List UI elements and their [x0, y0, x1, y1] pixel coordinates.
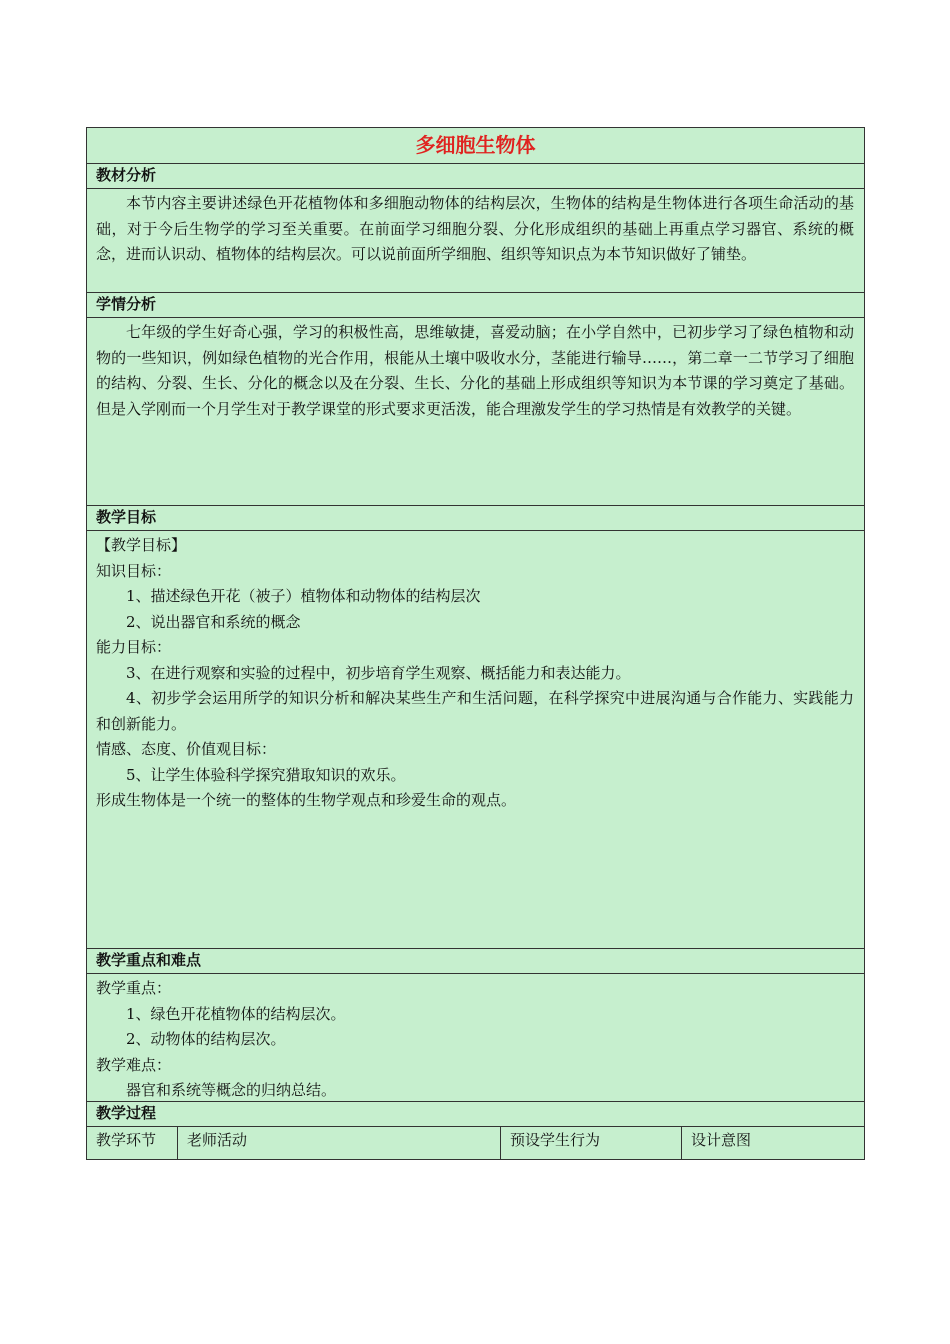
section-heading-analysis: 教材分析 [87, 164, 864, 189]
page-title: 多细胞生物体 [87, 128, 864, 164]
key-label: 教学重点： [96, 979, 172, 997]
knowledge-goal-1: 1、描述绿色开花（被子）植物体和动物体的结构层次 [126, 587, 481, 605]
section-body-analysis [87, 189, 864, 293]
section-heading-students: 学情分析 [87, 293, 864, 318]
emotion-goal-extra: 形成生物体是一个统一的整体的生物学观点和珍爱生命的观点。 [96, 791, 517, 809]
knowledge-label: 知识目标： [96, 561, 172, 580]
ability-label: 能力目标： [96, 638, 172, 656]
section-heading-key-points: 教学重点和难点 [87, 949, 864, 974]
ability-goal-3: 3、在进行观察和实验的过程中，初步培育学生观察、概括能力和表达能力。 [126, 663, 631, 682]
key-point-1: 1、绿色开花植物体的结构层次。 [126, 1004, 346, 1023]
process-col-intent: 设计意图 [691, 1131, 752, 1149]
section-body-students [87, 318, 864, 506]
emotion-goal-5: 5、让学生体验科学探究猎取知识的欢乐。 [126, 765, 406, 784]
difficulty-label: 教学难点： [96, 1055, 172, 1074]
process-header-row [87, 1127, 864, 1159]
lesson-plan-table [86, 127, 865, 1160]
section-body-goals [87, 531, 864, 949]
process-col-stage: 教学环节 [87, 1127, 178, 1159]
process-col-student: 预设学生行为 [501, 1127, 682, 1159]
emotion-label: 情感、态度、价值观目标： [96, 740, 277, 758]
difficulty-point-1: 器官和系统等概念的归纳总结。 [126, 1081, 337, 1099]
process-col-teacher: 老师活动 [178, 1127, 501, 1159]
knowledge-goal-2: 2、说出器官和系统的概念 [126, 612, 301, 631]
key-point-2: 2、动物体的结构层次。 [126, 1030, 286, 1048]
goals-bracket-label: 【教学目标】 [96, 536, 187, 554]
section-heading-goals: 教学目标 [87, 506, 864, 531]
section-body-key-points [87, 974, 864, 1102]
analysis-text: 本节内容主要讲述绿色开花植物体和多细胞动物体的结构层次，生物体的结构是生物体进行各项生命活动的基础，对于今后生物学的学习至关重要。在前面学习细胞分裂、分化形成组织的基础上再重点学习器官、系统的概念，进而认识动、植物体的结构层次。可以说前面所学细胞、组织等知识点为本节知识做好了铺垫。 [96, 194, 854, 263]
ability-goal-4: 4、初步学会运用所学的知识分析和解决某些生产和生活问题，在科学探究中进展沟通与合作能力、实践能力和创新能力。 [96, 689, 854, 733]
section-heading-process: 教学过程 [87, 1102, 864, 1127]
students-text: 七年级的学生好奇心强，学习的积极性高，思维敏捷，喜爱动脑；在小学自然中，已初步学习了绿色植物和动物的一些知识，例如绿色植物的光合作用，根能从土壤中吸收水分，茎能进行输导……，第二章一二节学习了细胞的结构、分裂、生长、分化的概念以及在分裂、生长、分化的基础上形成组织等知识为本节课的学习奠定了基础。 但是入学刚而一个月学生对于教学课堂的形式要求更活泼，能合理激发学生的学习热情是有效教学的关键。 [96, 323, 854, 418]
